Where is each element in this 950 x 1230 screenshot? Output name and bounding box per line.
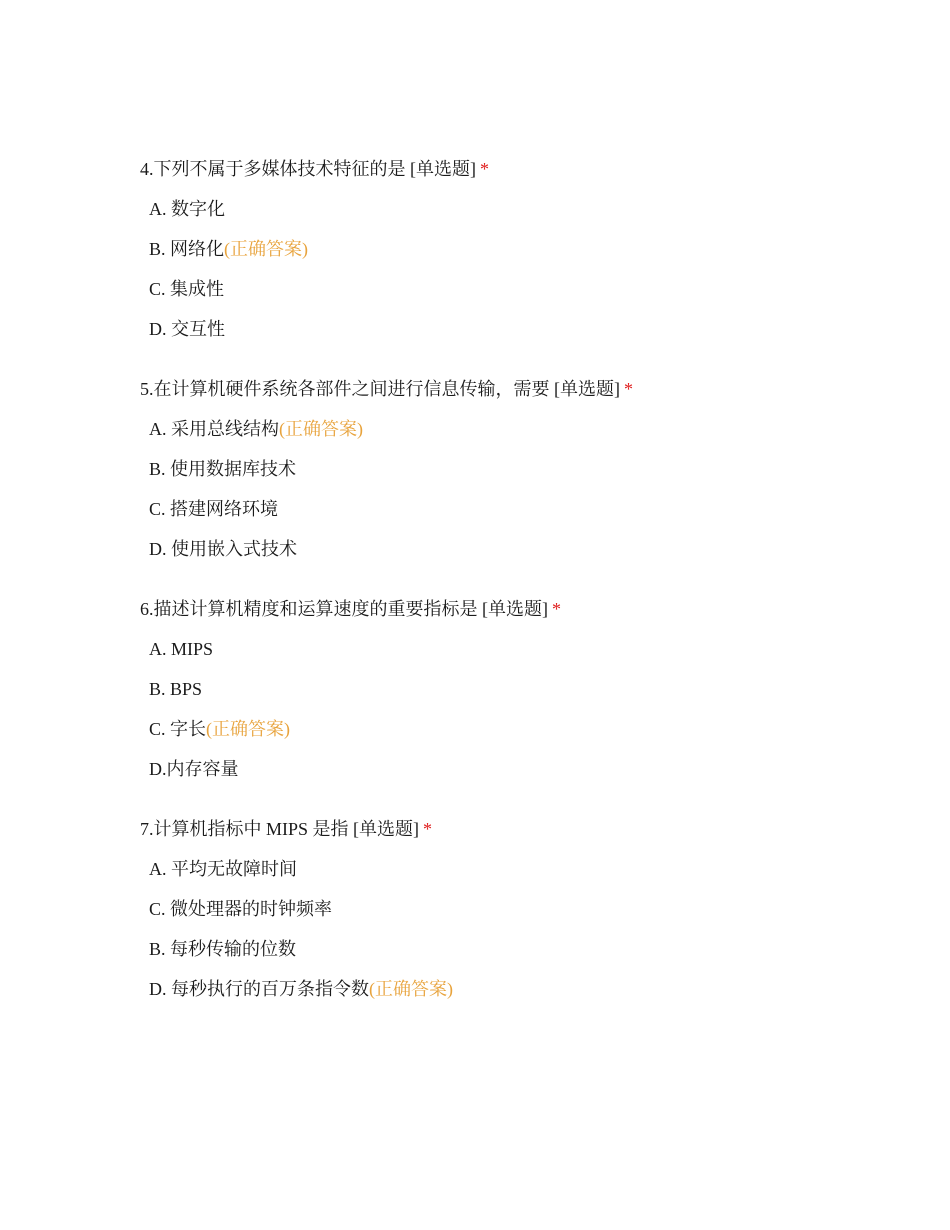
question-title-text: 5.在计算机硬件系统各部件之间进行信息传输，需要 [单选题] bbox=[140, 379, 620, 399]
option-text: D.内存容量 bbox=[149, 759, 239, 779]
question-title-text: 4.下列不属于多媒体技术特征的是 [单选题] bbox=[140, 159, 476, 179]
option-a[interactable] bbox=[149, 416, 900, 442]
option-b[interactable] bbox=[149, 236, 900, 262]
option-text: A. 数字化 bbox=[149, 199, 225, 219]
option-list bbox=[140, 196, 900, 342]
question-7 bbox=[140, 816, 900, 1002]
option-a[interactable] bbox=[149, 196, 900, 222]
option-text: C. 搭建网络环境 bbox=[149, 499, 279, 519]
option-a[interactable] bbox=[149, 856, 900, 882]
question-title bbox=[140, 376, 900, 402]
option-list bbox=[140, 856, 900, 1002]
required-mark: * bbox=[423, 819, 433, 839]
option-c[interactable] bbox=[149, 276, 900, 302]
question-4 bbox=[140, 156, 900, 342]
option-d[interactable] bbox=[149, 316, 900, 342]
option-text: C. 集成性 bbox=[149, 279, 225, 299]
question-title bbox=[140, 596, 900, 622]
option-text: B. 网络化 bbox=[149, 239, 225, 259]
question-title bbox=[140, 156, 900, 182]
option-d[interactable] bbox=[149, 976, 900, 1002]
question-title bbox=[140, 816, 900, 842]
option-text: A. MIPS bbox=[149, 639, 214, 659]
question-5 bbox=[140, 376, 900, 562]
option-text: D. 交互性 bbox=[149, 319, 225, 339]
option-text: A. 平均无故障时间 bbox=[149, 859, 297, 879]
option-c[interactable] bbox=[149, 496, 900, 522]
option-b[interactable] bbox=[149, 676, 900, 702]
option-list bbox=[140, 416, 900, 562]
option-b[interactable] bbox=[149, 936, 900, 962]
option-text: C. 字长 bbox=[149, 719, 207, 739]
correct-answer-label: (正确答案) bbox=[206, 719, 291, 739]
option-c[interactable] bbox=[149, 896, 900, 922]
option-d[interactable] bbox=[149, 756, 900, 782]
correct-answer-label: (正确答案) bbox=[369, 979, 453, 999]
required-mark: * bbox=[552, 599, 561, 619]
required-mark: * bbox=[624, 379, 633, 399]
question-title-text: 7.计算机指标中 MIPS 是指 [单选题] bbox=[140, 819, 420, 839]
question-list bbox=[140, 156, 900, 1036]
option-text: B. 每秒传输的位数 bbox=[149, 939, 297, 959]
option-text: A. 采用总线结构 bbox=[149, 419, 279, 439]
required-mark: * bbox=[480, 159, 489, 179]
option-text: C. 微处理器的时钟频率 bbox=[149, 899, 333, 919]
question-title-text: 6.描述计算机精度和运算速度的重要指标是 [单选题] bbox=[140, 599, 548, 619]
option-b[interactable] bbox=[149, 456, 900, 482]
option-list bbox=[140, 636, 900, 782]
correct-answer-label: (正确答案) bbox=[224, 239, 309, 259]
option-d[interactable] bbox=[149, 536, 900, 562]
correct-answer-label: (正确答案) bbox=[279, 419, 363, 439]
option-text: D. 每秒执行的百万条指令数 bbox=[149, 979, 369, 999]
option-text: D. 使用嵌入式技术 bbox=[149, 539, 297, 559]
option-text: B. BPS bbox=[149, 679, 203, 699]
option-text: B. 使用数据库技术 bbox=[149, 459, 297, 479]
option-a[interactable] bbox=[149, 636, 900, 662]
option-c[interactable] bbox=[149, 716, 900, 742]
question-6 bbox=[140, 596, 900, 782]
